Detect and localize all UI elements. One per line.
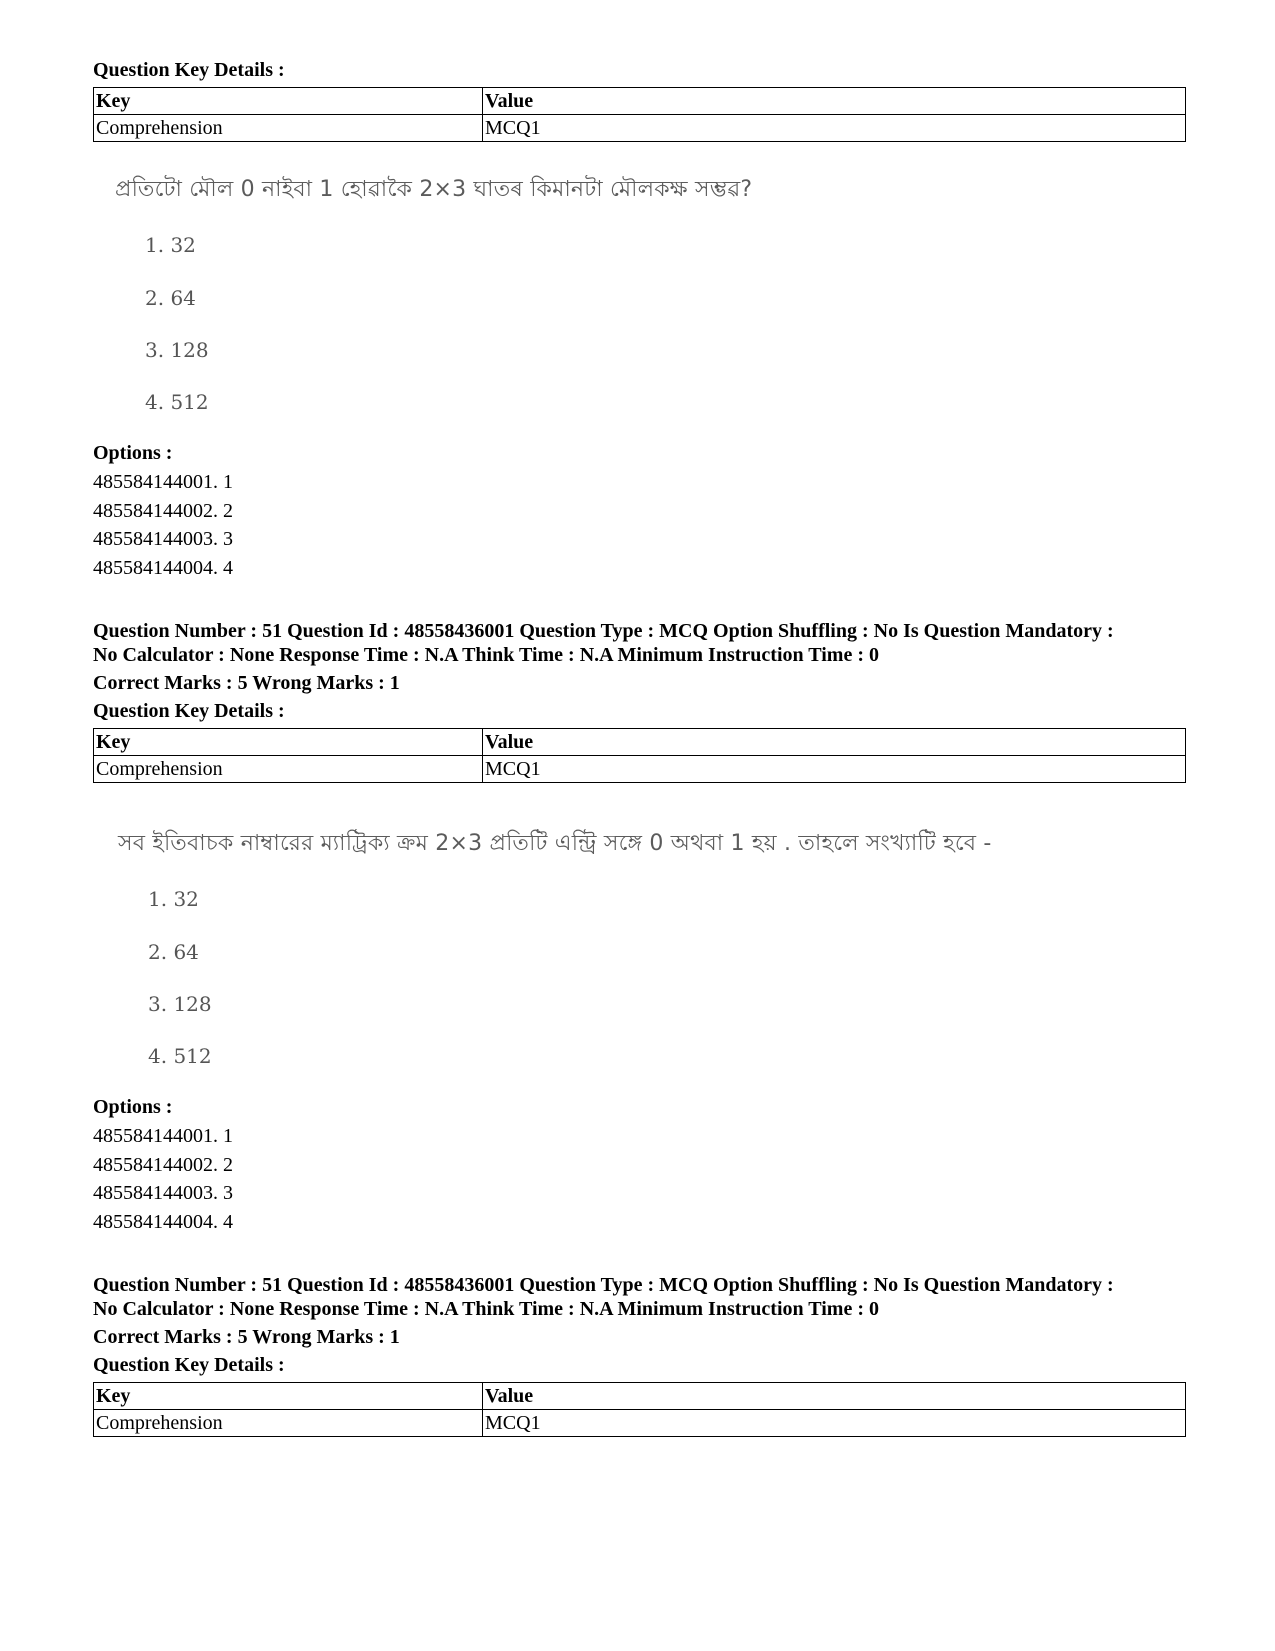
key-details-table (93, 728, 1186, 783)
section-2 (93, 619, 1183, 783)
option-item: 485584144002. 2 (93, 1153, 233, 1176)
options-block-1 (93, 441, 1183, 582)
table-header-key: Key (94, 729, 483, 756)
table-header-value: Value (483, 1383, 1186, 1410)
option-item: 485584144003. 3 (93, 528, 233, 550)
key-details-heading: Question Key Details : (93, 1354, 285, 1376)
question-meta-line-1: Question Number : 51 Question Id : 48558436001 Question Type : MCQ Option Shuffling : No Is Question Mandatory : (93, 620, 1114, 642)
table-row (94, 115, 1186, 142)
choice-3: 3. 128 (148, 992, 212, 1016)
option-item: 485584144003. 3 (93, 1182, 233, 1204)
table-row (94, 756, 1186, 783)
table-header-row (94, 729, 1186, 756)
question-meta-line-1: Question Number : 51 Question Id : 48558436001 Question Type : MCQ Option Shuffling : No Is Question Mandatory : (93, 1274, 1114, 1296)
choice-1: 1. 32 (145, 233, 196, 257)
table-cell-value: MCQ1 (483, 115, 1186, 142)
question-text: সব ইতিবাচক নাম্বারের ম্যাট্রিক্য ক্রম 2×3 প্রতিটি এন্ট্রি সঙ্গে 0 অথবা 1 হয় . তাহলে সংখ্যাটি হবে - (118, 831, 992, 856)
table-cell-value: MCQ1 (483, 1410, 1186, 1437)
table-cell-value: MCQ1 (483, 756, 1186, 783)
options-block-2 (93, 1095, 1183, 1236)
question-image-1 (115, 172, 752, 209)
table-header-key: Key (94, 88, 483, 115)
choice-3: 3. 128 (145, 338, 209, 362)
question-image-2 (118, 826, 992, 863)
table-header-row (94, 88, 1186, 115)
options-heading: Options : (93, 442, 173, 464)
table-row (94, 1410, 1186, 1437)
marks-line: Correct Marks : 5 Wrong Marks : 1 (93, 672, 400, 694)
key-details-heading: Question Key Details : (93, 59, 285, 81)
table-header-value: Value (483, 729, 1186, 756)
choice-4: 4. 512 (145, 390, 209, 414)
choice-1: 1. 32 (148, 887, 199, 911)
key-details-table (93, 87, 1186, 142)
table-header-value: Value (483, 88, 1186, 115)
table-cell-key: Comprehension (94, 756, 483, 783)
section-1 (93, 58, 1183, 142)
section-3 (93, 1273, 1183, 1437)
key-details-table (93, 1382, 1186, 1437)
question-meta-line-2: No Calculator : None Response Time : N.A Think Time : N.A Minimum Instruction Time : 0 (93, 644, 879, 666)
table-cell-key: Comprehension (94, 115, 483, 142)
option-item: 485584144002. 2 (93, 499, 233, 522)
option-item: 485584144004. 4 (93, 1210, 233, 1233)
choice-2: 2. 64 (148, 940, 199, 964)
marks-line: Correct Marks : 5 Wrong Marks : 1 (93, 1326, 400, 1348)
table-cell-key: Comprehension (94, 1410, 483, 1437)
option-item: 485584144001. 1 (93, 1125, 233, 1147)
option-item: 485584144001. 1 (93, 471, 233, 493)
question-text: প্ৰতিটো মৌল 0 নাইবা 1 হোৱাকৈ 2×3 ঘাতৰ কিমানটা মৌলকক্ষ সম্ভৱ? (115, 177, 753, 202)
table-header-key: Key (94, 1383, 483, 1410)
options-heading: Options : (93, 1096, 173, 1118)
option-item: 485584144004. 4 (93, 556, 233, 579)
choice-2: 2. 64 (145, 286, 196, 310)
table-header-row (94, 1383, 1186, 1410)
key-details-heading: Question Key Details : (93, 700, 285, 722)
choice-4: 4. 512 (148, 1044, 212, 1068)
question-meta-line-2: No Calculator : None Response Time : N.A Think Time : N.A Minimum Instruction Time : 0 (93, 1298, 879, 1320)
